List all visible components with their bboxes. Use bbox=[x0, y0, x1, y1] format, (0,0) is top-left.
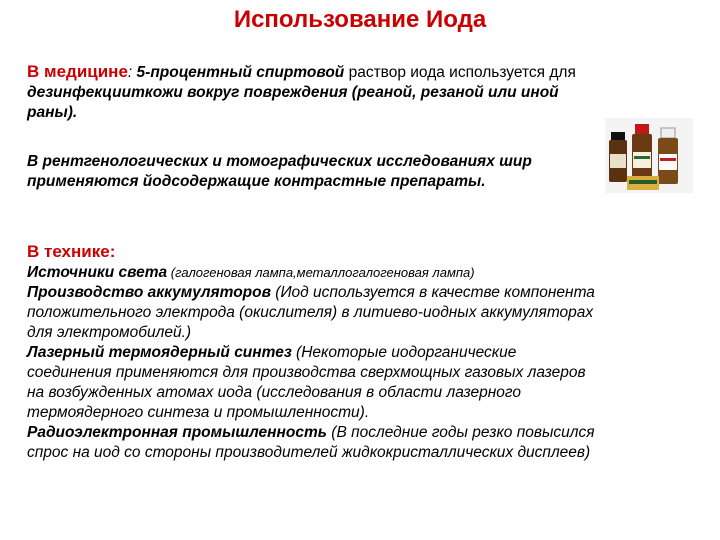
medicine-text-3: дезинфекцииткожи вокруг повреждения (реаной, резаной или иной bbox=[27, 84, 559, 101]
radio-title: Радиоэлектронная промышленность bbox=[27, 424, 327, 441]
slide-title: Использование Иода bbox=[233, 6, 487, 33]
laser-detail-4: термоядерного синтеза и промышленности). bbox=[27, 404, 370, 421]
laser-detail-1: (Некоторые иодорганические bbox=[291, 344, 517, 361]
batteries-detail-1: (Иод используется в качестве компонента bbox=[270, 284, 595, 301]
batteries-detail-3: для электромобилей.) bbox=[27, 324, 192, 341]
technique-section bbox=[27, 242, 595, 463]
xray-text-2: применяются йодсодержащие контрастные препараты. bbox=[27, 173, 486, 190]
xray-paragraph bbox=[27, 152, 532, 192]
medicine-text-1: 5-процентный спиртовой bbox=[136, 64, 345, 81]
light-sources-detail: (галогеновая лампа,металлогалогеновая лампа) bbox=[167, 265, 475, 280]
medicine-text-2: раствор иода используется для bbox=[344, 64, 576, 81]
radio-detail-1: (В последние годы резко повысился bbox=[326, 424, 595, 441]
laser-detail-2: соединения применяются для производства сверхмощных газовых лазеров bbox=[27, 364, 586, 381]
batteries-title: Производство аккумуляторов bbox=[27, 284, 271, 301]
medicine-colon: : bbox=[127, 64, 137, 81]
xray-text-1: В рентгенологических и томографических исследованиях шир bbox=[27, 153, 532, 170]
medicine-text-4: раны). bbox=[27, 104, 78, 121]
radio-detail-2: спрос на иод со стороны производителей жидкокристаллических дисплеев) bbox=[27, 444, 591, 461]
iodine-bottles-image bbox=[605, 118, 693, 193]
laser-title: Лазерный термоядерный синтез bbox=[27, 344, 292, 361]
technique-heading: В технике: bbox=[27, 242, 116, 261]
medicine-heading: В медицине bbox=[27, 62, 128, 81]
light-sources-title: Источники света bbox=[27, 264, 168, 281]
batteries-detail-2: положительного электрода (окислителя) в литиево-иодных аккумуляторах bbox=[27, 304, 594, 321]
laser-detail-3: на возбужденных атомах иода (исследования в области лазерного bbox=[27, 384, 522, 401]
medicine-paragraph bbox=[27, 62, 576, 123]
